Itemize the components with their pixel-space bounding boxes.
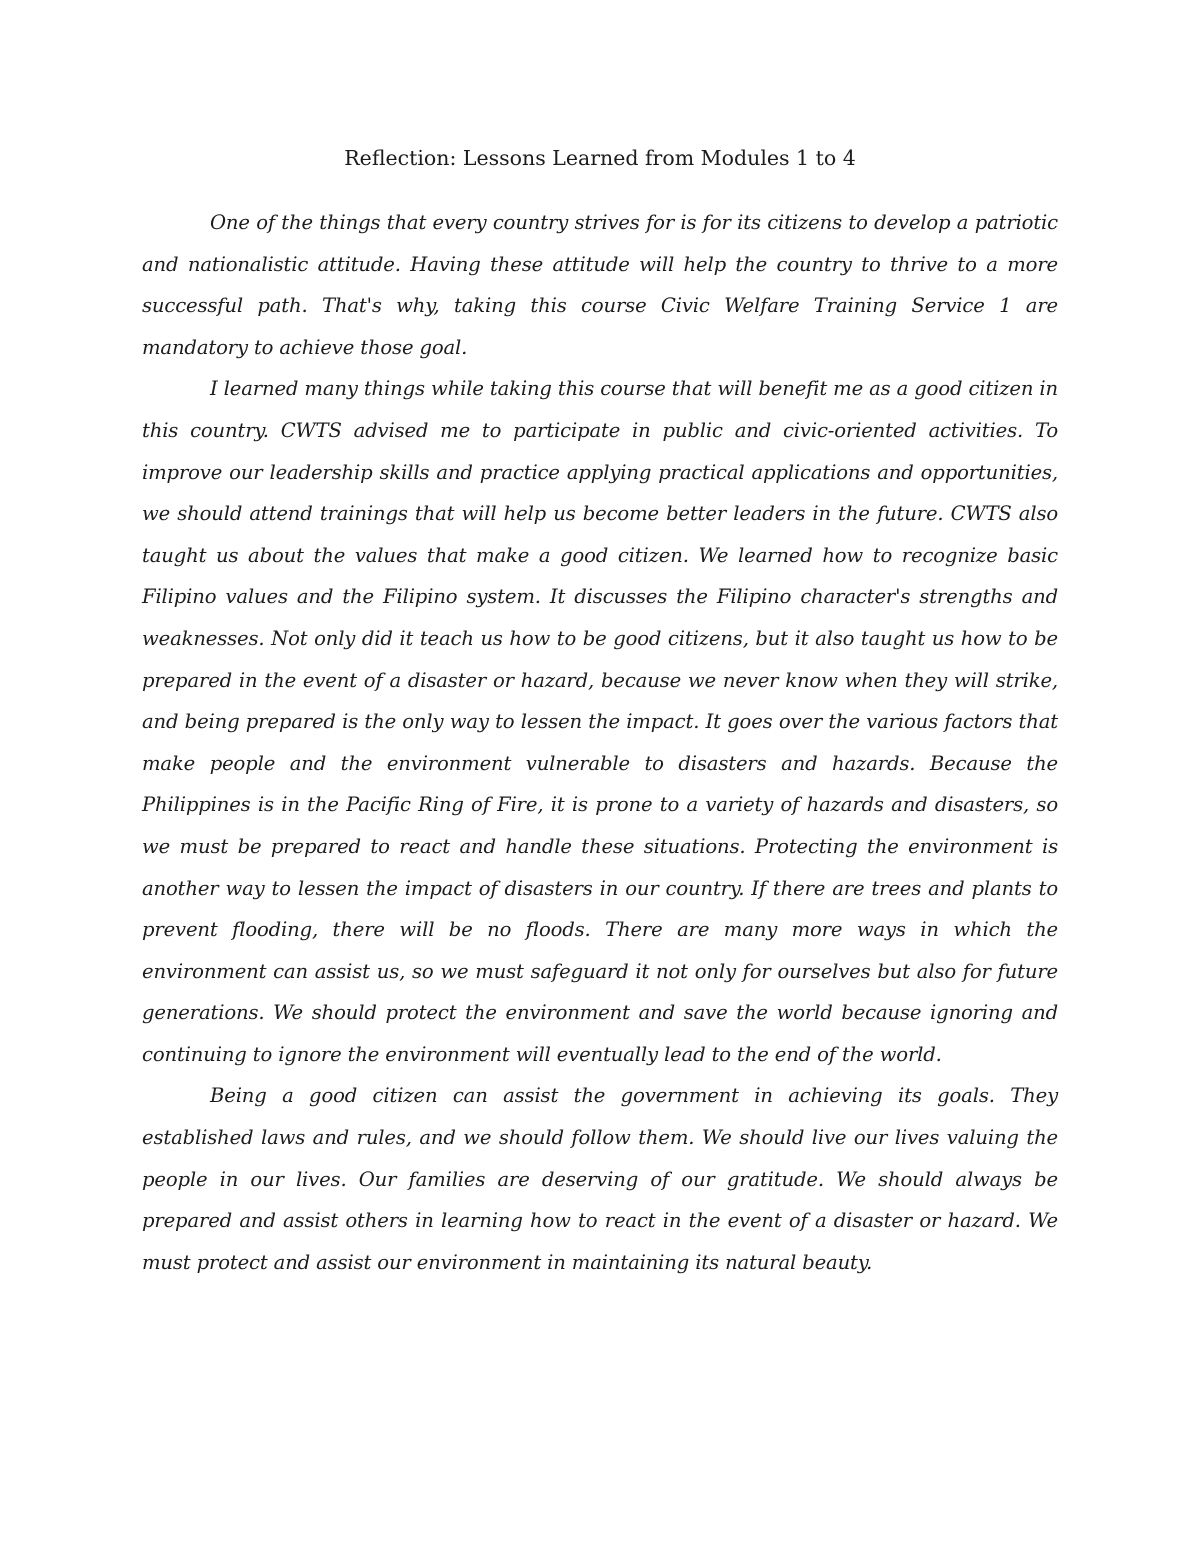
paragraph-3: Being a good citizen can assist the government in achieving its goals. They established laws and rules, and we should follow them. We should live our lives valuing the people in our lives. Our families are deserving of our gratitude. We should always be prepared and assist others in learning how to react in the event of a disaster or hazard. We must protect and assist our environment in maintaining its natural beauty. bbox=[142, 1084, 1058, 1274]
document-body bbox=[142, 202, 1058, 1283]
paragraph-1: One of the things that every country strives for is for its citizens to develop a patriotic and nationalistic attitude. Having these attitude will help the country to thrive to a more successful path. That's why, taking this course Civic Welfare Training Service 1 are mandatory to achieve those goal. bbox=[142, 211, 1058, 359]
paragraph-2: I learned many things while taking this course that will benefit me as a good citizen in this country. CWTS advised me to participate in public and civic-oriented activities. To improve our leadership skills and practice applying practical applications and opportunities, we should attend trainings that will help us become better leaders in the future. CWTS also taught us about the values that make a good citizen. We learned how to recognize basic Filipino values and the Filipino system. It discusses the Filipino character's strengths and weaknesses. Not only did it teach us how to be good citizens, but it also taught us how to be prepared in the event of a disaster or hazard, because we never know when they will strike, and being prepared is the only way to lessen the impact. It goes over the various factors that make people and the environment vulnerable to disasters and hazards. Because the Philippines is in the Pacific Ring of Fire, it is prone to a variety of hazards and disasters, so we must be prepared to react and handle these situations. Protecting the environment is another way to lessen the impact of disasters in our country. If there are trees and plants to prevent flooding, there will be no floods. There are many more ways in which the environment can assist us, so we must safeguard it not only for ourselves but also for future generations. We should protect the environment and save the world because ignoring and continuing to ignore the environment will eventually lead to the end of the world. bbox=[142, 377, 1058, 1066]
document-title: Reflection: Lessons Learned from Modules 1 to 4 bbox=[344, 146, 856, 170]
